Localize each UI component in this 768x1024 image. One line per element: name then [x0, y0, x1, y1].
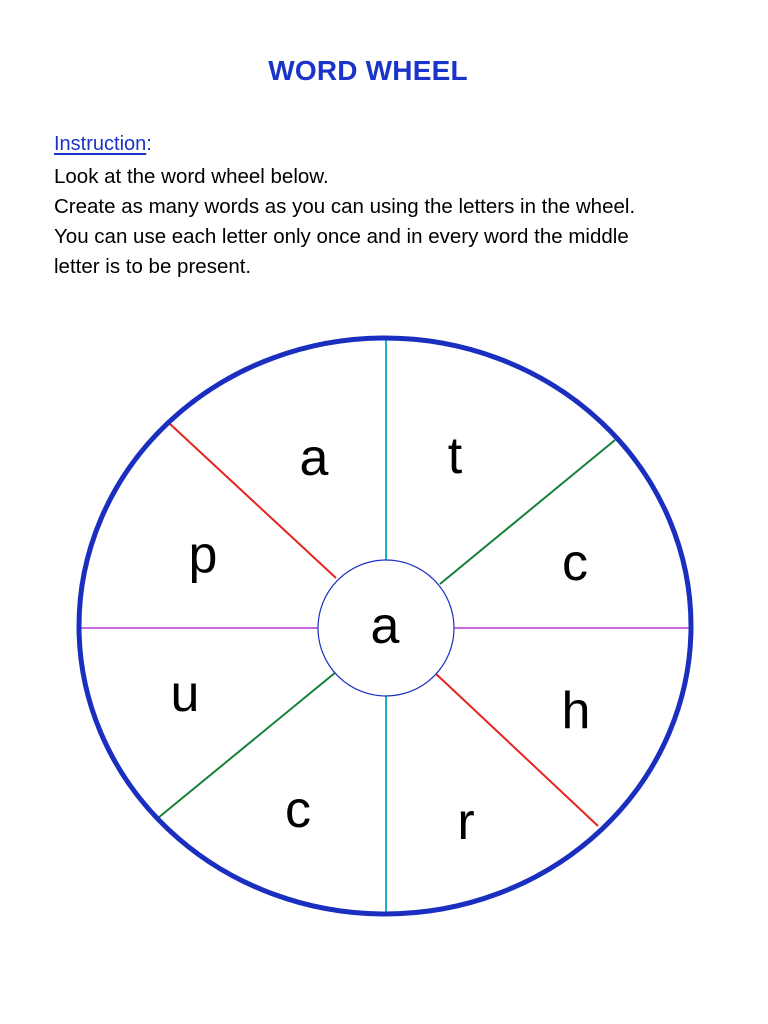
instruction-heading-label: Instruction	[54, 133, 147, 155]
segment-letter-3: c	[562, 534, 588, 592]
segment-letter-7: u	[170, 665, 200, 723]
page-title: WORD WHEEL	[268, 55, 468, 86]
instruction-colon: :	[146, 133, 152, 155]
segment-letter-4: h	[561, 682, 591, 740]
segment-letter-6: c	[285, 781, 311, 839]
instruction-line-1: Look at the word wheel below.	[54, 165, 329, 188]
instruction-line-3: You can use each letter only once and in every word the middle	[54, 225, 629, 248]
segment-letter-5: r	[457, 793, 475, 851]
segment-letter-2: t	[447, 427, 463, 485]
segment-letter-8: p	[188, 526, 218, 584]
instruction-line-2: Create as many words as you can using the letters in the wheel.	[54, 195, 636, 218]
segment-letter-1: a	[299, 429, 329, 487]
center-letter: a	[370, 597, 400, 655]
instruction-line-4: letter is to be present.	[54, 255, 252, 278]
spoke-upper-right	[440, 440, 615, 584]
